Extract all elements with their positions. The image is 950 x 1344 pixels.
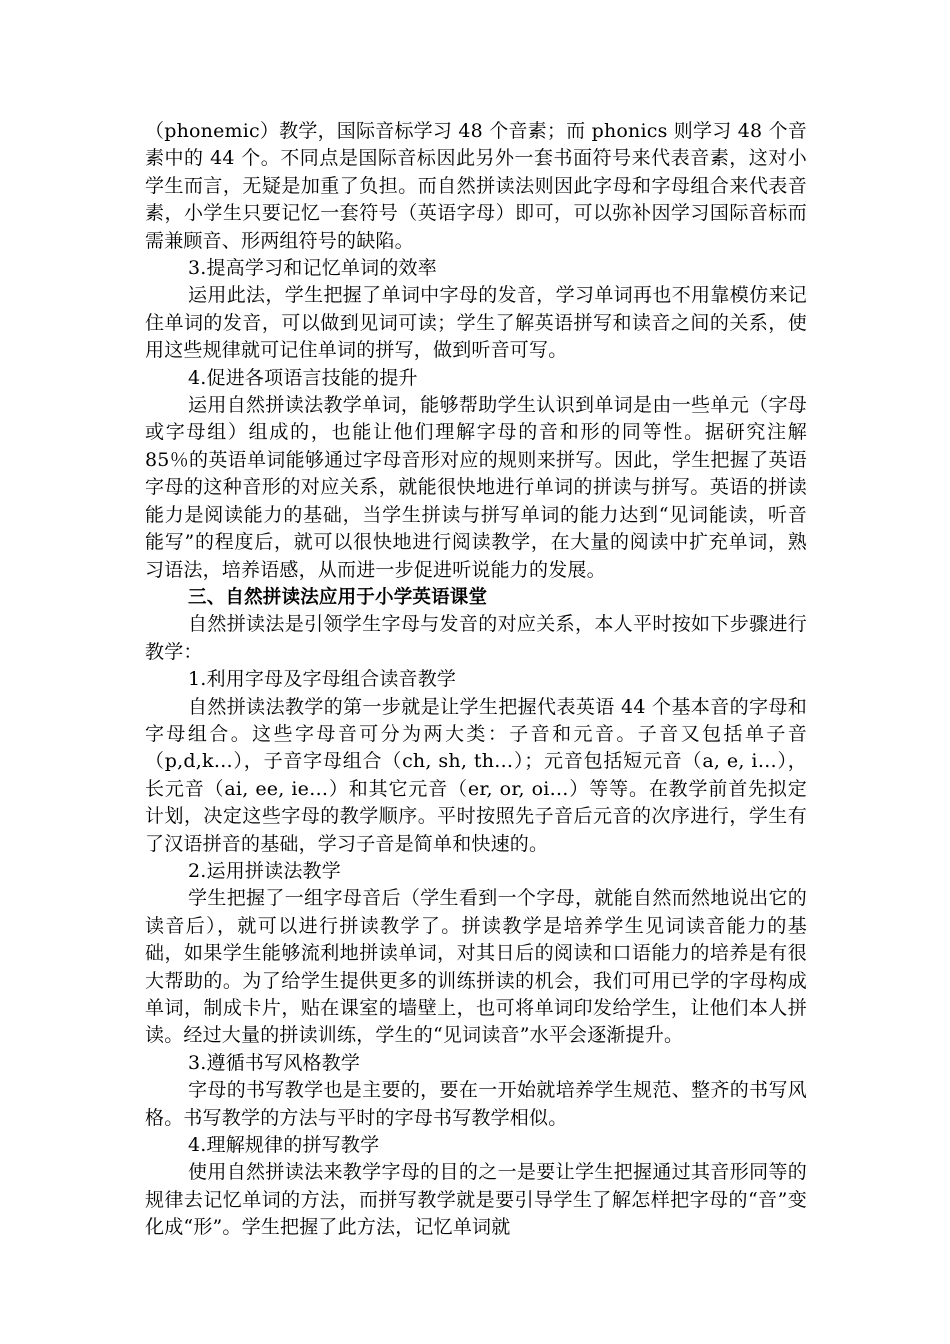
subheading-blending: 2.运用拼读法教学 xyxy=(188,859,341,882)
paragraph-writing-style: 字母的书写教学也是主要的，要在一开始就培养学生规范、整齐的书写风格。书写教学的方法与平时的字母书写教学相似。 xyxy=(145,1079,807,1129)
paragraph-language-skills: 运用自然拼读法教学单词，能够帮助学生认识到单词是由一些单元（字母或字母组）组成的，也能让他们理解字母的音和形的同等性。据研究注解 85％的英语单词能够通过字母音形对应的规则来拼写。因此，学生把握了英语字母的这种音形的对应关系，就能很快地进行单词的拼读与拼写。英语的拼读能力是阅读能力的基础，当学生拼读与拼写单词的能力达到“见词能读，听音能写”的程度后，就可以很快地进行阅读教学，在大量的阅读中扩充单词，熟习语法，培养语感，从而进一步促进听说能力的发展。 xyxy=(145,394,807,581)
subheading-efficiency: 3.提高学习和记忆单词的效率 xyxy=(188,257,437,280)
paragraph-phonemic: （phonemic）教学，国际音标学习 48 个音素；而 phonics 则学习 48 个音素中的 44 个。不同点是国际音标因此另外一套书面符号来代表音素，这对小学生而言，无疑是加重了负担。而自然拼读法则因此字母和字母组合来代表音素，小学生只要记忆一套符号（英语字母）即可，可以弥补因学习国际音标而需兼顾音、形两组符号的缺陷。 xyxy=(145,120,807,252)
subheading-spelling-rules: 4.理解规律的拼写教学 xyxy=(188,1134,380,1157)
section-heading-classroom: 三、自然拼读法应用于小学英语课堂 xyxy=(188,586,488,608)
paragraph-classroom-intro: 自然拼读法是引领学生字母与发音的对应关系，本人平时按如下步骤进行教学： xyxy=(145,613,807,663)
paragraph-efficiency: 运用此法，学生把握了单词中字母的发音，学习单词再也不用靠模仿来记住单词的发音，可以做到见词可读；学生了解英语拼写和读音之间的关系，使用这些规律就可记住单词的拼写，做到听音可写。 xyxy=(145,284,807,362)
subheading-writing-style: 3.遵循书写风格教学 xyxy=(188,1051,361,1074)
paragraph-blending: 学生把握了一组字母音后（学生看到一个字母，就能自然而然地说出它的读音后），就可以进行拼读教学了。拼读教学是培养学生见词读音能力的基础，如果学生能够流利地拼读单词，对其日后的阅读和口语能力的培养是有很大帮助的。为了给学生提供更多的训练拼读的机会，我们可用已学的字母构成单词，制成卡片，贴在课室的墙壁上，也可将单词印发给学生，让他们本人拼读。经过大量的拼读训练，学生的“见词读音”水平会逐渐提升。 xyxy=(145,887,807,1047)
subheading-letter-sounds: 1.利用字母及字母组合读音教学 xyxy=(188,668,457,691)
paragraph-letter-sounds: 自然拼读法教学的第一步就是让学生把握代表英语 44 个基本音的字母和字母组合。这些字母音可分为两大类：子音和元音。子音又包括单子音（p,d,k…），子音字母组合（ch, sh, th…）；元音包括短元音（a, e, i…），长元音（ai, ee, ie…）和其它元音（er, or, oi…）等等。在教学前首先拟定计划，决定这些字母的教学顺序。平时按照先子音后元音的次序进行，学生有了汉语拼音的基础，学习子音是简单和快速的。 xyxy=(145,695,807,855)
document-page xyxy=(145,118,807,1242)
paragraph-spelling-rules: 使用自然拼读法来教学字母的目的之一是要让学生把握通过其音形同等的规律去记忆单词的方法，而拼写教学就是要引导学生了解怎样把字母的“音”变化成“形”。学生把握了此方法，记忆单词就 xyxy=(145,1161,807,1239)
subheading-language-skills: 4.促进各项语言技能的提升 xyxy=(188,366,418,389)
